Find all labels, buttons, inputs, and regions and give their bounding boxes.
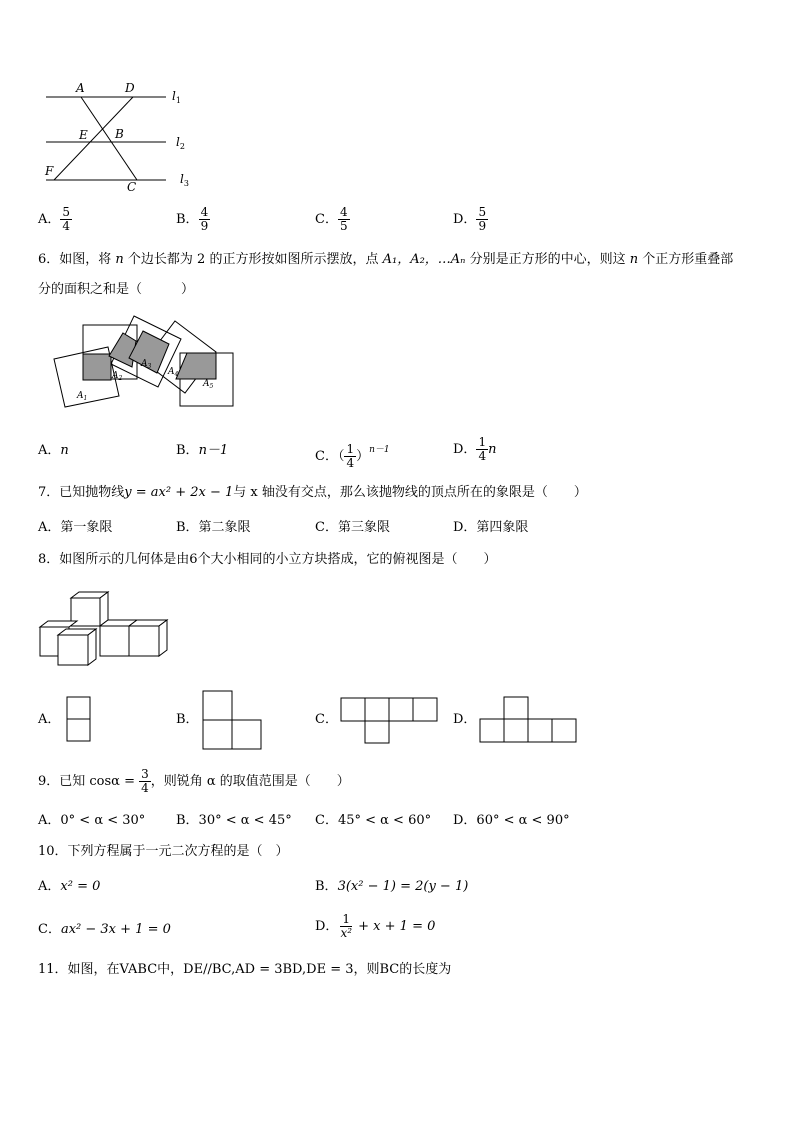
- q10-option-c[interactable]: C．ax² − 3x + 1 = 0: [38, 922, 171, 937]
- q9-option-a[interactable]: A．0° < α < 30°: [38, 813, 146, 828]
- q5-option-c-fraction: $\frac{4}{5}$: [339, 205, 348, 233]
- q8-option-b-view[interactable]: [202, 690, 264, 752]
- q5-option-d-fraction: $\frac{5}{9}$: [478, 205, 487, 233]
- q5-option-b-fraction: $\frac{4}{9}$: [200, 205, 209, 233]
- point-C-label: C: [127, 180, 137, 193]
- q7-option-d[interactable]: D．第四象限: [453, 520, 529, 535]
- q10-option-d[interactable]: D． $\frac{1}{\text{x²}}$ + x + 1 = 0: [315, 912, 436, 940]
- q5-option-b[interactable]: B． $\frac{4}{9}$: [176, 205, 209, 233]
- q5-option-d[interactable]: D． $\frac{5}{9}$: [453, 205, 487, 233]
- point-D-label: D: [125, 81, 135, 95]
- q8-option-c-label[interactable]: C．: [315, 712, 338, 727]
- q11-stem: 11．如图，在VABC中，DE//BC,AD = 3BD,DE = 3，则BC的长度为: [38, 962, 452, 977]
- q6-option-d[interactable]: D． $\frac{1}{4}$ n: [453, 435, 497, 463]
- q6-stem-line1: 6．如图，将 n 个边长都为 2 的正方形按如图所示摆放，点 A₁，A₂，…Aₙ 分别是正方形的中心，则这 n 个正方形重叠部: [38, 252, 734, 267]
- center-A5-label: $A_5$: [203, 379, 214, 390]
- q7-stem: 7．已知抛物线y = ax² + 2x − 1与 x 轴没有交点，那么该抛物线的顶点所在的象限是（ ）: [38, 485, 587, 500]
- point-F-label: F: [45, 164, 54, 178]
- q6-option-c[interactable]: C．（ $\frac{1}{4}$ ）$^{n-1}$: [315, 442, 390, 470]
- parallel-lines-figure: [40, 78, 200, 193]
- line-l3-label: $l_3$: [180, 172, 189, 188]
- line-l2-label: $l_2$: [176, 135, 185, 151]
- q9-option-b[interactable]: B．30° < α < 45°: [176, 813, 292, 828]
- point-B-label: B: [115, 127, 124, 141]
- q8-option-b-label[interactable]: B．: [176, 712, 199, 727]
- q5-option-a[interactable]: A． $\frac{5}{4}$: [38, 205, 71, 233]
- q8-option-d-view[interactable]: [479, 696, 579, 744]
- center-A3-label: $A_3$: [141, 359, 152, 370]
- q7-option-c[interactable]: C．第三象限: [315, 520, 390, 535]
- q7-option-a[interactable]: A．第一象限: [38, 520, 113, 535]
- q9-option-c[interactable]: C．45° < α < 60°: [315, 813, 432, 828]
- q8-option-c-view[interactable]: [340, 697, 440, 745]
- q8-option-a-label[interactable]: A．: [38, 712, 61, 727]
- center-A2-label: $A_2$: [112, 371, 123, 382]
- line-l1-label: $l_1$: [172, 89, 181, 105]
- q8-option-d-label[interactable]: D．: [453, 712, 477, 727]
- q5-option-c[interactable]: C． $\frac{4}{5}$: [315, 205, 348, 233]
- q10-option-a[interactable]: A．x² = 0: [38, 879, 101, 894]
- q10-option-b[interactable]: B．3(x² − 1) = 2(y − 1): [315, 879, 469, 894]
- point-A-label: A: [76, 81, 85, 95]
- center-A4-label: $A_4$: [168, 367, 179, 378]
- overlapping-squares-figure: [50, 312, 240, 412]
- q8-stem: 8．如图所示的几何体是由6个大小相同的小立方块搭成，它的俯视图是（ ）: [38, 552, 497, 567]
- q9-option-d[interactable]: D．60° < α < 90°: [453, 813, 570, 828]
- q6-option-b[interactable]: B．n－1: [176, 443, 229, 458]
- q7-option-b[interactable]: B．第二象限: [176, 520, 251, 535]
- q5-option-a-fraction: $\frac{5}{4}$: [62, 205, 71, 233]
- q10-stem: 10．下列方程属于一元二次方程的是（ ）: [38, 844, 289, 859]
- q9-stem: 9．已知 cosα = $\frac{3}{4}$ ，则锐角 α 的取值范围是（ ）: [38, 767, 350, 795]
- cube-solid-figure: [38, 588, 173, 668]
- q6-stem-line2: 分的面积之和是（ ）: [38, 282, 195, 297]
- center-A1-label: $A_1$: [77, 391, 88, 402]
- q6-option-a[interactable]: A．n: [38, 443, 69, 458]
- q8-option-a-view[interactable]: [66, 696, 92, 744]
- point-E-label: E: [79, 128, 88, 142]
